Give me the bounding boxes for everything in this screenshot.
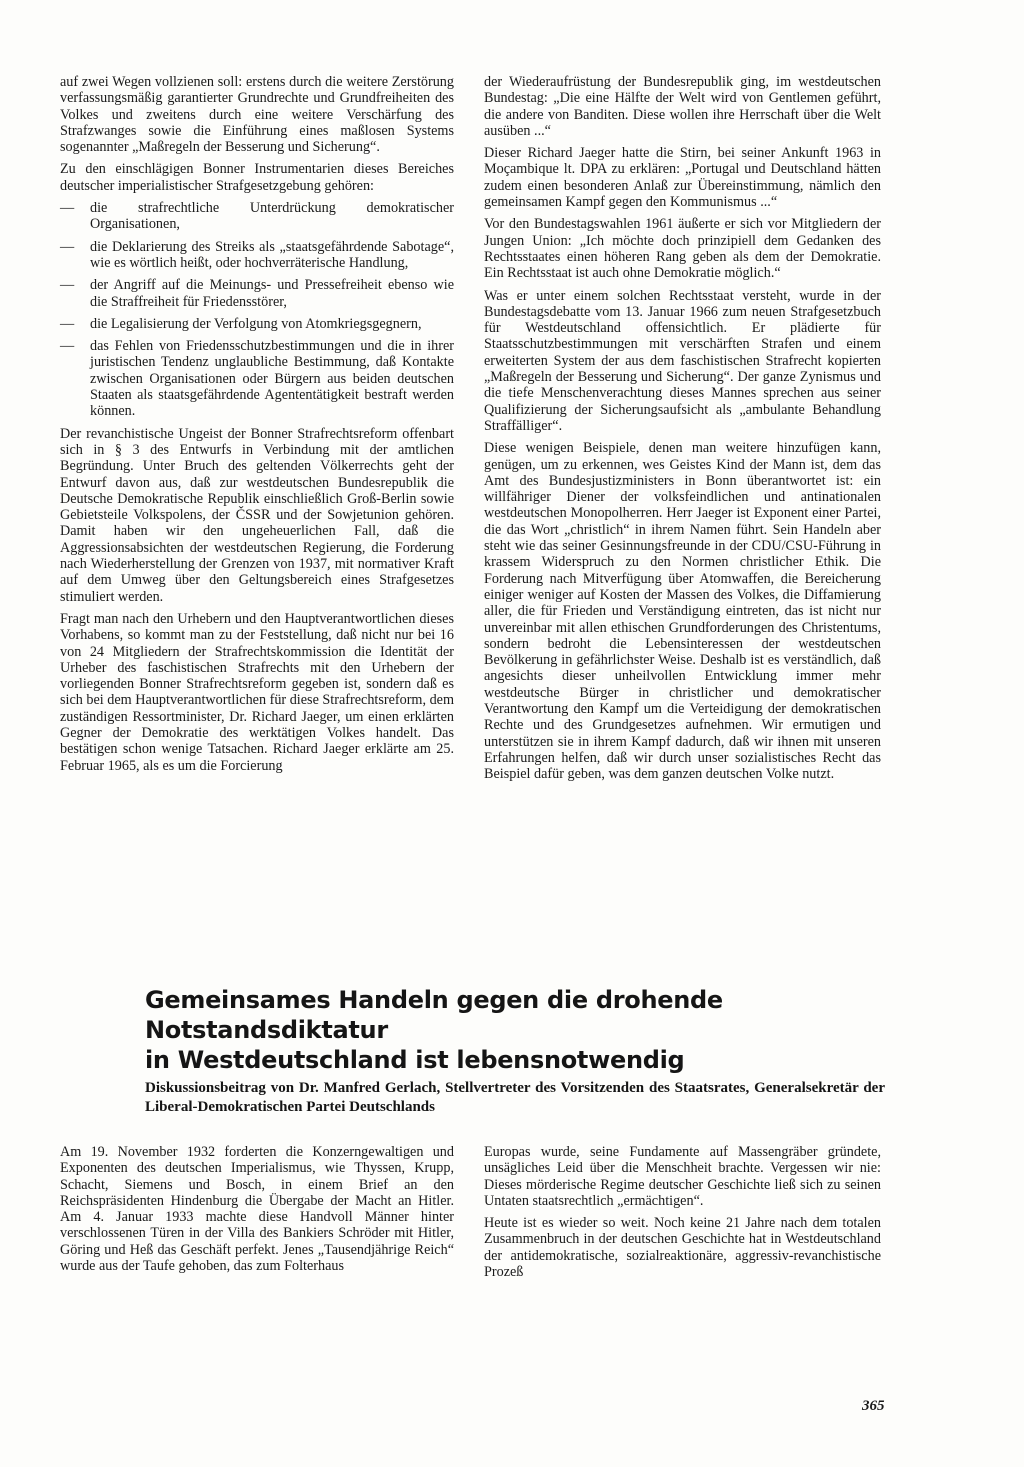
bottom-right-column bbox=[484, 1144, 881, 1286]
list-item: — der Angriff auf die Meinungs- und Pressefreiheit ebenso wie die Straffreiheit für Friedensstörer, bbox=[60, 277, 454, 310]
list-item: — das Fehlen von Friedensschutzbestimmungen und die in ihrer juristischen Tendenz unglaubliche Bestimmung, daß Kontakte zwischen Organisationen oder Bürgern aus beiden deutschen Staaten als staatsgefährdende Agententätigkeit bestraft werden können. bbox=[60, 338, 454, 419]
paragraph: Heute ist es wieder so weit. Noch keine 21 Jahre nach dem totalen Zusammenbruch in der deutschen Geschichte hat in Westdeutschland der antidemokratische, sozialreaktionäre, aggressiv-revanchistische Prozeß bbox=[484, 1215, 881, 1281]
headline-line: in Westdeutschland ist lebensnotwendig bbox=[145, 1046, 685, 1074]
top-right-column bbox=[484, 74, 881, 788]
paragraph: Am 19. November 1932 forderten die Konzerngewaltigen und Exponenten des deutschen Imperialismus, wie Thyssen, Krupp, Schacht, Siemens und Bosch, in einem Brief an den Reichspräsidenten Hindenburg die Übergabe der Macht an Hitler. Am 4. Januar 1933 machte diese Handvoll Männer hinter verschlossenen Türen in der Villa des Bankiers Schröder mit Hitler, Göring und Heß das Geschäft perfekt. Jenes „Tausendjährige Reich“ wurde aus der Taufe gehoben, das zum Folterhaus bbox=[60, 1144, 454, 1275]
page-number: 365 bbox=[862, 1398, 885, 1414]
paragraph: Fragt man nach den Urhebern und den Hauptverantwortlichen dieses Vorhabens, so kommt man zu der Feststellung, daß nicht nur bei 16 von 24 Mitgliedern der Strafrechtskommission die Identität der Urheber des faschistischen Strafrechts mit den Urhebern der vorliegenden Bonner Strafrechtsreform gegeben ist, sondern daß es sich bei dem Hauptverantwortlichen für diese Strafrechtsreform, dem zuständigen Ressortminister, Dr. Richard Jaeger, um einen erklärten Gegner der Demokratie des werktätigen Volkes handelt. Das bestätigen schon wenige Tatsachen. Richard Jaeger erklärte am 25. Februar 1965, als es um die Forcierung bbox=[60, 610, 454, 774]
list-item: — die Legalisierung der Verfolgung von Atomkriegsgegnern, bbox=[60, 316, 454, 332]
article-byline: Diskussionsbeitrag von Dr. Manfred Gerlach, Stellvertreter des Vorsitzenden des Staatsrates, Generalsekretär der Liberal-Demokratischen Partei Deutschlands bbox=[145, 1080, 885, 1115]
list-item: — die Deklarierung des Streiks als „staatsgefährdende Sabotage“, wie es wörtlich heißt, oder hochverräterische Handlung, bbox=[60, 239, 454, 272]
paragraph: der Wiederaufrüstung der Bundesrepublik ging, im westdeutschen Bundestag: „Die eine Hälfte der Welt wird von Gentlemen geführt, die andere von Banditen. Diese wollen ihre Herrschaft über die Welt ausüben ...“ bbox=[484, 74, 881, 139]
paragraph: Diese wenigen Beispiele, denen man weitere hinzufügen kann, genügen, um zu erkennen, wes Geistes Kind der Mann ist, dem das Amt des Bundesjustizministers in Bonn überantwortet ist: ein willfähriger Diener der volksfeindlichen und antinationalen westdeutschen Monopolherren. Herr Jaeger ist Exponent einer Partei, die das Wort „christlich“ in ihrem Namen führt. Sein Handeln aber steht wie das seiner Gesinnungsfreunde in der CDU/CSU-Führung in krassem Widerspruch zu den Normen christlicher Ethik. Die Forderung nach Mitverfügung über Atomwaffen, die Bereicherung einiger weniger auf Kosten der Massen des Volkes, die Diffamierung aller, die für Frieden und Verständigung eintreten, das ist nicht nur unvereinbar mit allen ethischen Grundforderungen des Christentums, sondern bedroht die Lebensinteressen der westdeutschen Bevölkerung in gefährlichster Weise. Deshalb ist es verständlich, daß angesichts dieser unheilvollen Entwicklung immer mehr westdeutsche Bürger in christlicher und demokratischer Verantwortung den Kampf um die Verteidigung der demokratischen Rechte und des Grundgesetzes aufnehmen. Wir ermutigen und unterstützen sie in ihrem Kampf dadurch, daß wir ihnen mit unseren Erfahrungen helfen, daß wir durch unser sozialistisches Recht das Beispiel dafür geben, was dem ganzen deutschen Volke nutzt. bbox=[484, 440, 881, 783]
dash-list bbox=[60, 200, 454, 420]
paragraph: Zu den einschlägigen Bonner Instrumentarien dieses Bereiches deutscher imperialistischer Strafgesetzgebung gehören: bbox=[60, 161, 454, 194]
top-left-column bbox=[60, 74, 454, 780]
article-headline bbox=[145, 985, 905, 1075]
paragraph: Dieser Richard Jaeger hatte die Stirn, bei seiner Ankunft 1963 in Moçambique lt. DPA zu erklären: „Portugal und Deutschland hätten zudem einen besonderen Anlaß zur Übereinstimmung, nämlich den gemeinsamen Kampf gegen den Kommunismus ...“ bbox=[484, 145, 881, 211]
paragraph: Was er unter einem solchen Rechtsstaat versteht, wurde in der Bundestagsdebatte vom 13. Januar 1966 zum neuen Strafgesetzbuch für Westdeutschland offensichtlich. Er plädierte für Staatsschutzbestimmungen mit verschärften Strafen und einem erweiterten System der aus dem faschistischen Strafrecht kopierten „Maßregeln der Besserung und Sicherung“. Der ganze Zynismus und die tiefe Menschenverachtung dieses Mannes sprechen aus seiner Qualifizierung der Sicherungsaufsicht als „ambulante Behandlung Straffälliger“. bbox=[484, 287, 881, 434]
paragraph: Vor den Bundestagswahlen 1961 äußerte er sich vor Mitgliedern der Jungen Union: „Ich möchte doch prinzipiell dem Gedanken des Rechtsstaates einen höheren Rang geben als dem der Demokratie. Ein Rechtsstaat ist auch ohne Demokratie möglich.“ bbox=[484, 216, 881, 282]
bottom-left-column bbox=[60, 1144, 454, 1280]
headline-line: Gemeinsames Handeln gegen die drohende Notstandsdiktatur bbox=[145, 986, 723, 1044]
paragraph: Europas wurde, seine Fundamente auf Massengräber gründete, unsägliches Leid über die Menschheit brachte. Vergessen wir nie: Dieses mörderische Regime deutscher Geschichte ließ sich zu seinen Untaten staatsrechtlich „ermächtigen“. bbox=[484, 1144, 881, 1209]
paragraph: auf zwei Wegen vollzienen soll: erstens durch die weitere Zerstörung verfassungsmäßig garantierter Grundrechte und Grundfreiheiten des Volkes und zweitens durch eine weitere Verschärfung des Strafzwanges sowie die Einführung eines maßlosen Systems sogenannter „Maßregeln der Besserung und Sicherung“. bbox=[60, 74, 454, 156]
paragraph: Der revanchistische Ungeist der Bonner Strafrechtsreform offenbart sich in § 3 des Entwurfs in Verbindung mit der amtlichen Begründung. Unter Bruch des geltenden Völkerrechts geht der Entwurf davon aus, daß zur westdeutschen Bundesrepublik die Deutsche Demokratische Republik einschließlich Groß-Berlin sowie Gebietsteile Volkspolens, der ČSSR und der Sowjetunion gehören. Damit haben wir den ungeheuerlichen Fall, daß die Aggressionsabsichten der westdeutschen Regierung, die Forderung nach Wiederherstellung der Grenzen von 1937, mit normativer Kraft auf dem Umweg über den Geltungsbereich eines Strafgesetzes stimuliert werden. bbox=[60, 425, 454, 605]
list-item: — die strafrechtliche Unterdrückung demokratischer Organisationen, bbox=[60, 200, 454, 233]
